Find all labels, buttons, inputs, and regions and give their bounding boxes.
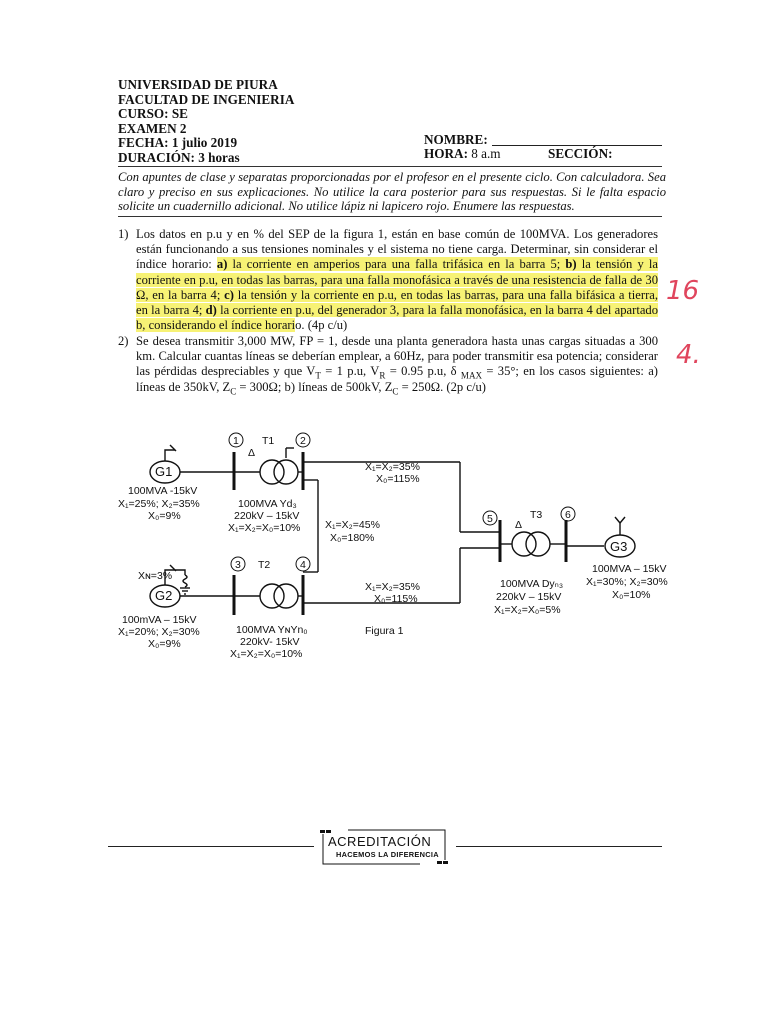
hour-field	[424, 146, 501, 162]
g2-x0: X₀=9%	[148, 638, 181, 650]
t1-symbol	[260, 460, 284, 484]
q1-b-text: la tensión y la corriente en p.u, en todas las barras, para una falla monofásica a través de una resistencia de falla de 30 Ω, en la barra 4;	[136, 257, 659, 302]
bus-1-label: 1	[233, 435, 239, 447]
bus-4-label: 4	[300, 559, 306, 571]
g2-x12: X₁=20%; X₂=30%	[118, 626, 200, 638]
t2-name: T2	[258, 559, 271, 571]
bus-5-label: 5	[487, 513, 493, 525]
line-24-x0: X₀=180%	[330, 532, 375, 544]
q2-text-3: = 0.95 p.u, δ	[385, 364, 461, 379]
q1-tail: o. (4p c/u)	[295, 318, 348, 333]
q1-c-text: la tensión y la corriente en p.u, en todas las barras, para una falla bifásica a tierra, en la barra 4;	[136, 287, 658, 318]
figure-caption: Figura 1	[365, 625, 404, 637]
g2-name: G2	[155, 588, 173, 603]
hour-label: HORA:	[424, 146, 468, 161]
q2-sub-c1: C	[230, 386, 237, 397]
g1-rating: 100MVA -15kV	[128, 485, 198, 497]
exam-date: FECHA: 1 julio 2019	[118, 135, 238, 151]
t3-delta: Δ	[515, 519, 523, 531]
g3-name: G3	[610, 539, 628, 554]
line-25-x12: X₁=X₂=35%	[365, 461, 420, 473]
g3-x0: X₀=10%	[612, 589, 651, 601]
bus-3-label: 3	[235, 559, 241, 571]
g3-rating: 100MVA – 15kV	[592, 563, 667, 575]
q2-sub-t: T	[315, 370, 321, 381]
q1-intro: Los datos en p.u y en % del SEP de la figura 1, están en base común de 100MVA. Los generadores están funcionando a sus tensiones nominales y el sistema no tiene carga. Determinar, sin considerar el índice horario:	[136, 227, 658, 272]
q2-text-5: = 300Ω; b) líneas de 500kV, Z	[236, 379, 393, 394]
handwritten-score-1: 16	[666, 276, 700, 306]
footer-line-right	[456, 846, 662, 847]
exam-label: EXAMEN 2	[118, 120, 187, 136]
q1-d-label: d)	[205, 303, 217, 318]
g2-xn: Xɴ=3%	[138, 570, 173, 582]
line-45-x12: X₁=X₂=35%	[365, 581, 420, 593]
section-label: SECCIÓN:	[548, 146, 613, 161]
hour-value: 8 a.m	[471, 146, 501, 161]
t2-rating: 100MVA YɴYn₀	[236, 624, 308, 636]
g3-x12: X₁=30%; X₂=30%	[586, 576, 668, 588]
t1-delta: Δ	[248, 447, 256, 459]
faculty-name: FACULTAD DE INGENIERIA	[118, 91, 295, 107]
q1-d-text: la corriente en p.u, del generador 3, para la falla monofásica, en la barra 4 del apartado b, considerando el índice horari	[136, 303, 658, 333]
t3-reactance: X₁=X₂=X₀=5%	[494, 604, 561, 616]
t1-rating: 100MVA Yd₃	[238, 498, 297, 510]
q2-text-6: = 250Ω. (2p c/u)	[398, 379, 486, 394]
q2-sub-max: MAX	[460, 370, 483, 381]
q2-text-1: Se desea transmitir 3,000 MW, FP = 1, desde una planta generadora hasta unas cargas situadas a 300 km. Calcular cuantas líneas se deberían emplear, a 60Hz, para poder transmitir esa potencia; considerar las pérdidas despreciables y que V	[136, 334, 658, 379]
accreditation-logo-slogan: HACEMOS LA DIFERENCIA	[336, 850, 439, 859]
divider-bottom	[118, 216, 662, 217]
question-2-text	[136, 334, 658, 395]
t2-reactance: X₁=X₂=X₀=10%	[230, 648, 303, 660]
t3-voltage: 220kV – 15kV	[496, 591, 562, 603]
t2-voltage: 220kV- 15kV	[240, 636, 300, 648]
instructions: Con apuntes de clase y separatas proporcionadas por el profesor en el presente ciclo. Con calculadora. Sea claro y preciso en sus explicaciones. No utilice la cara posterior para sus respuestas. Si le falta espacio solicite un cuadernillo adicional. No utilice lápiz ni lapicero rojo. Enumere las respuestas.	[118, 170, 666, 214]
accreditation-logo-text: ACREDITACIÓN	[328, 834, 432, 849]
line-25-x0: X₀=115%	[376, 473, 420, 485]
divider-top	[118, 166, 662, 167]
handwritten-score-2: 4.	[676, 340, 701, 370]
single-line-diagram	[110, 420, 670, 670]
course-label: CURSO: SE	[118, 106, 188, 122]
t3-name: T3	[530, 509, 543, 521]
question-1-number: 1)	[118, 227, 129, 241]
q2-text-2: = 1 p.u, V	[320, 364, 380, 379]
q2-text-4: = 35°; en los casos siguientes: a) líneas de 350kV, Z	[136, 364, 658, 394]
g2-rating: 100mVA – 15kV	[122, 614, 197, 626]
question-1-text	[136, 227, 658, 333]
exam-duration: DURACIÓN: 3 horas	[118, 149, 240, 165]
q1-b-label: b)	[565, 257, 577, 272]
university-name: UNIVERSIDAD DE PIURA	[118, 77, 278, 92]
q2-sub-r: R	[379, 370, 386, 381]
t1-voltage: 220kV – 15kV	[234, 510, 300, 522]
question-2-number: 2)	[118, 334, 129, 348]
line-24-x12: X₁=X₂=45%	[325, 519, 380, 531]
g1-x0: X₀=9%	[148, 510, 181, 522]
q1-a-text: la corriente en amperios para una falla trifásica en la barra 5;	[227, 257, 566, 272]
exam-header	[118, 78, 294, 166]
name-label: NOMBRE:	[424, 132, 488, 147]
g1-x12: X₁=25%; X₂=35%	[118, 498, 200, 510]
bus-6-label: 6	[565, 509, 571, 521]
footer-line-left	[108, 846, 314, 847]
t1-name: T1	[262, 435, 275, 447]
t3-symbol	[512, 532, 536, 556]
q2-sub-c2: C	[392, 386, 399, 397]
q1-c-label: c)	[224, 287, 234, 302]
question-2	[118, 334, 658, 395]
t1-reactance: X₁=X₂=X₀=10%	[228, 522, 301, 534]
question-1	[118, 227, 658, 333]
q1-a-label: a)	[216, 257, 228, 272]
t3-rating: 100MVA Dyₙ₃	[500, 578, 564, 590]
line-45-x0: X₀=115%	[374, 593, 418, 605]
g1-name: G1	[155, 464, 173, 479]
bus-2-label: 2	[300, 435, 306, 447]
t2-symbol	[260, 584, 284, 608]
